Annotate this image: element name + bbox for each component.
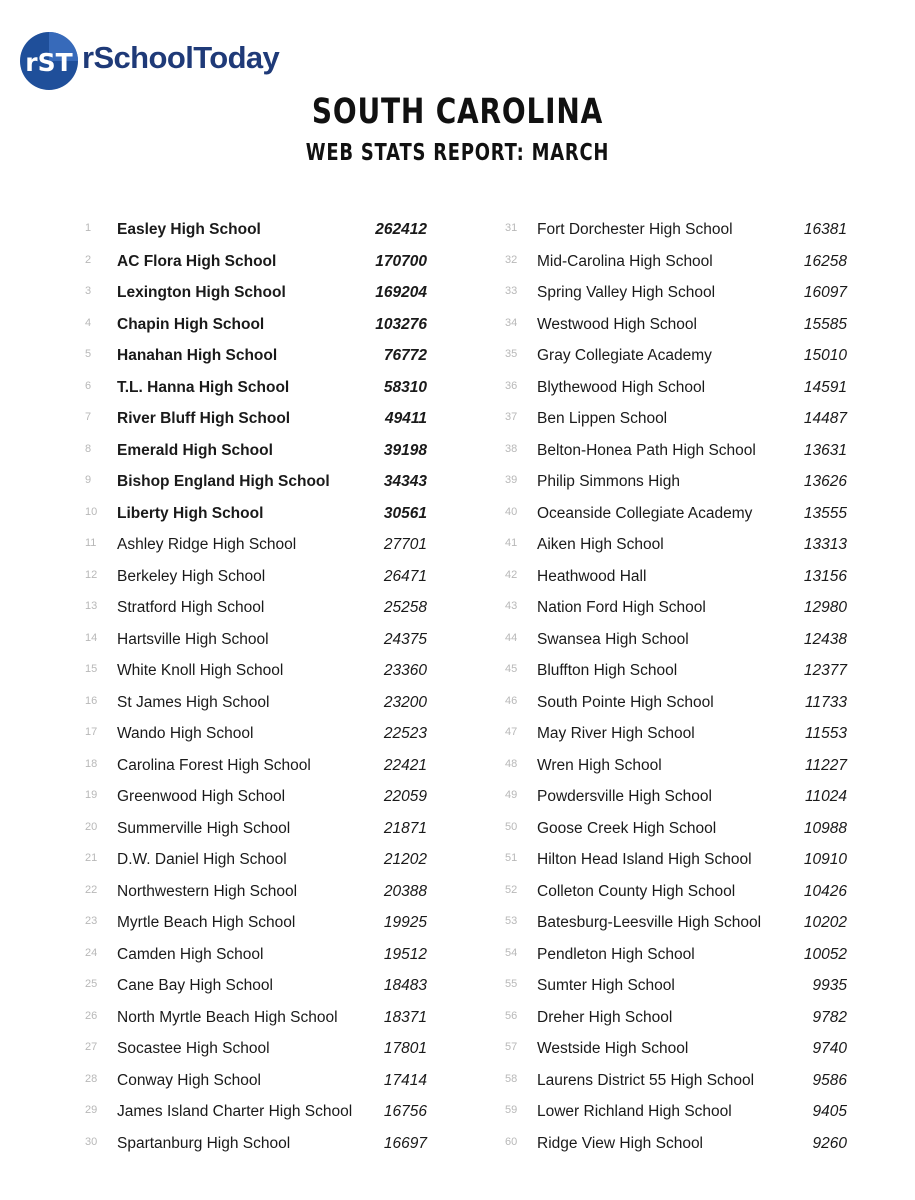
- ranking-row: [505, 213, 865, 245]
- ranking-row: [505, 938, 865, 970]
- ranking-row: [505, 1127, 865, 1159]
- visit-count: 15585: [803, 315, 847, 333]
- school-name: Wren High School: [537, 756, 662, 774]
- school-name: Spring Valley High School: [537, 284, 716, 301]
- ranking-row: [505, 875, 865, 907]
- visit-count: 13626: [803, 473, 847, 490]
- ranking-row: [85, 497, 445, 529]
- ranking-row: [85, 654, 445, 686]
- rank-number: 46: [505, 694, 518, 707]
- ranking-row: [85, 245, 445, 277]
- rank-number: 17: [85, 726, 98, 738]
- visit-count: 26471: [383, 567, 427, 585]
- ranking-row: [505, 623, 865, 655]
- school-name: Batesburg-Leesville High School: [537, 914, 762, 931]
- rank-number: 60: [505, 1135, 518, 1148]
- ranking-row: [505, 780, 865, 812]
- visit-count: 49411: [385, 410, 427, 427]
- rank-number: 20: [85, 820, 98, 833]
- rank-number: 44: [505, 631, 518, 644]
- ranking-row: [85, 591, 445, 623]
- visit-count: 18483: [383, 977, 427, 994]
- school-name: Carolina Forest High School: [117, 756, 311, 774]
- school-name: Lower Richland High School: [537, 1103, 732, 1120]
- visit-count: 10202: [803, 914, 847, 931]
- school-name: Conway High School: [117, 1071, 261, 1089]
- visit-count: 12377: [803, 662, 847, 679]
- visit-count: 22059: [383, 788, 427, 805]
- ranking-row: [505, 308, 865, 340]
- ranking-row: [505, 717, 865, 749]
- visit-count: 17801: [383, 1040, 427, 1057]
- rank-number: 37: [505, 411, 518, 423]
- visit-count: 170700: [375, 252, 427, 270]
- school-name: Wando High School: [117, 725, 254, 742]
- ranking-row: [85, 812, 445, 844]
- visit-count: 11733: [805, 693, 847, 711]
- ranking-row: [505, 434, 865, 466]
- rank-number: 16: [85, 694, 98, 707]
- visit-count: 9260: [812, 1134, 847, 1152]
- school-name: Aiken High School: [537, 536, 664, 553]
- school-name: Heathwood Hall: [537, 567, 647, 585]
- visit-count: 15010: [803, 347, 847, 364]
- rank-number: 13: [85, 600, 98, 612]
- rank-number: 36: [505, 379, 518, 392]
- school-name: Belton-Honea Path High School: [537, 441, 756, 459]
- rank-number: 28: [85, 1072, 98, 1085]
- visit-count: 27701: [383, 536, 427, 553]
- ranking-row: [505, 969, 865, 1001]
- rank-number: 53: [505, 915, 518, 927]
- visit-count: 9782: [812, 1008, 847, 1026]
- school-name: Cane Bay High School: [117, 977, 273, 994]
- visit-count: 262412: [375, 221, 427, 238]
- school-name: Lexington High School: [117, 284, 286, 301]
- rankings-column-left: [85, 213, 445, 1158]
- school-name: Laurens District 55 High School: [537, 1071, 755, 1089]
- ranking-row: [505, 339, 865, 371]
- visit-count: 9586: [812, 1071, 847, 1089]
- school-name: T.L. Hanna High School: [117, 378, 290, 396]
- school-name: Greenwood High School: [117, 788, 286, 805]
- rank-number: 54: [505, 946, 518, 959]
- school-name: Philip Simmons High: [537, 473, 680, 490]
- rank-number: 43: [505, 600, 518, 612]
- rank-number: 19: [85, 789, 98, 801]
- school-name: May River High School: [537, 725, 695, 742]
- rank-number: 29: [85, 1104, 98, 1116]
- ranking-row: [505, 686, 865, 718]
- rank-number: 40: [505, 505, 518, 518]
- ranking-row: [505, 245, 865, 277]
- ranking-row: [505, 371, 865, 403]
- rst-logo-icon: [18, 30, 80, 92]
- school-name: River Bluff High School: [117, 410, 291, 427]
- ranking-row: [85, 749, 445, 781]
- rank-number: 33: [505, 285, 518, 297]
- ranking-row: [85, 780, 445, 812]
- rank-number: 10: [85, 505, 98, 518]
- ranking-row: [85, 528, 445, 560]
- rank-number: 59: [505, 1104, 518, 1116]
- ranking-row: [505, 402, 865, 434]
- visit-count: 20388: [383, 882, 427, 900]
- visit-count: 13555: [803, 504, 847, 522]
- rank-number: 14: [85, 631, 98, 644]
- ranking-row: [85, 1127, 445, 1159]
- visit-count: 10426: [803, 882, 847, 900]
- visit-count: 19512: [383, 945, 427, 963]
- visit-count: 30561: [383, 504, 427, 522]
- rank-number: 21: [85, 852, 98, 864]
- page-title: SOUTH CAROLINA: [311, 92, 604, 132]
- visit-count: 39198: [383, 441, 427, 459]
- ranking-row: [505, 560, 865, 592]
- rank-number: 42: [505, 568, 518, 581]
- school-name: White Knoll High School: [117, 662, 284, 679]
- school-name: Stratford High School: [117, 599, 265, 616]
- rank-number: 25: [85, 978, 98, 990]
- ranking-row: [85, 1095, 445, 1127]
- visit-count: 14591: [803, 378, 847, 396]
- school-name: Northwestern High School: [117, 882, 298, 900]
- rank-number: 38: [505, 442, 518, 455]
- rank-number: 4: [85, 316, 92, 329]
- visit-count: 58310: [383, 378, 427, 396]
- ranking-row: [85, 434, 445, 466]
- ranking-row: [85, 560, 445, 592]
- visit-count: 16097: [803, 284, 847, 301]
- school-name: Myrtle Beach High School: [117, 914, 296, 931]
- school-name: D.W. Daniel High School: [117, 851, 287, 868]
- visit-count: 10052: [803, 945, 847, 963]
- rank-number: 1: [85, 222, 92, 234]
- visit-count: 22523: [383, 725, 427, 742]
- ranking-row: [85, 717, 445, 749]
- school-name: Sumter High School: [537, 977, 675, 994]
- ranking-row: [85, 1001, 445, 1033]
- school-name: Socastee High School: [117, 1040, 270, 1057]
- ranking-row: [505, 591, 865, 623]
- school-name: Ridge View High School: [537, 1134, 704, 1152]
- rank-number: 55: [505, 978, 518, 990]
- rank-number: 23: [85, 915, 98, 927]
- ranking-row: [505, 654, 865, 686]
- visit-count: 9405: [812, 1103, 847, 1120]
- brand-logo: [18, 30, 298, 92]
- ranking-row: [505, 749, 865, 781]
- rank-number: 30: [85, 1135, 98, 1148]
- visit-count: 21871: [383, 819, 427, 837]
- rank-number: 57: [505, 1041, 518, 1053]
- visit-count: 13156: [803, 567, 847, 585]
- svg-text:rST: rST: [25, 48, 73, 77]
- ranking-row: [85, 402, 445, 434]
- rank-number: 9: [85, 474, 92, 486]
- school-name: James Island Charter High School: [117, 1103, 353, 1120]
- school-name: Goose Creek High School: [537, 819, 717, 837]
- ranking-row: [85, 465, 445, 497]
- school-name: Westside High School: [537, 1040, 689, 1057]
- rank-number: 48: [505, 757, 518, 770]
- ranking-row: [85, 623, 445, 655]
- ranking-row: [85, 371, 445, 403]
- school-name: Camden High School: [117, 945, 264, 963]
- visit-count: 16381: [803, 221, 847, 238]
- school-name: Emerald High School: [117, 441, 273, 459]
- school-name: South Pointe High School: [537, 693, 714, 711]
- rank-number: 34: [505, 316, 518, 329]
- rank-number: 18: [85, 757, 98, 770]
- rank-number: 47: [505, 726, 518, 738]
- school-name: St James High School: [117, 693, 270, 711]
- school-name: Summerville High School: [117, 819, 291, 837]
- school-name: Dreher High School: [537, 1008, 673, 1026]
- rank-number: 31: [505, 222, 518, 234]
- visit-count: 76772: [383, 347, 427, 364]
- visit-count: 24375: [383, 630, 427, 648]
- visit-count: 16756: [383, 1103, 427, 1120]
- school-name: Oceanside Collegiate Academy: [537, 504, 753, 522]
- school-name: AC Flora High School: [117, 252, 277, 270]
- ranking-row: [85, 938, 445, 970]
- ranking-row: [505, 1064, 865, 1096]
- school-name: Hilton Head Island High School: [537, 851, 752, 868]
- visit-count: 16697: [383, 1134, 427, 1152]
- ranking-row: [85, 843, 445, 875]
- rank-number: 24: [85, 946, 98, 959]
- ranking-row: [85, 213, 445, 245]
- ranking-row: [505, 1001, 865, 1033]
- ranking-row: [85, 276, 445, 308]
- ranking-row: [505, 843, 865, 875]
- rank-number: 45: [505, 663, 518, 675]
- rank-number: 52: [505, 883, 518, 896]
- visit-count: 10910: [803, 851, 847, 868]
- rank-number: 12: [85, 568, 98, 581]
- rank-number: 6: [85, 379, 92, 392]
- school-name: North Myrtle Beach High School: [117, 1008, 338, 1026]
- visit-count: 23200: [383, 693, 427, 711]
- visit-count: 21202: [383, 851, 427, 868]
- ranking-row: [85, 906, 445, 938]
- visit-count: 13313: [803, 536, 847, 553]
- visit-count: 23360: [383, 662, 427, 679]
- ranking-row: [505, 276, 865, 308]
- ranking-row: [85, 1032, 445, 1064]
- visit-count: 17414: [383, 1071, 427, 1089]
- ranking-row: [85, 339, 445, 371]
- school-name: Mid-Carolina High School: [537, 252, 713, 270]
- school-name: Pendleton High School: [537, 945, 695, 963]
- school-name: Ashley Ridge High School: [117, 536, 297, 553]
- visit-count: 103276: [375, 315, 427, 333]
- brand-name: rSchoolToday: [82, 40, 280, 75]
- visit-count: 34343: [383, 473, 427, 490]
- ranking-row: [505, 812, 865, 844]
- school-name: Nation Ford High School: [537, 599, 706, 616]
- ranking-row: [85, 875, 445, 907]
- rank-number: 50: [505, 820, 518, 833]
- rank-number: 35: [505, 348, 518, 360]
- rank-number: 56: [505, 1009, 518, 1022]
- school-name: Berkeley High School: [117, 567, 266, 585]
- rank-number: 2: [85, 253, 92, 266]
- rank-number: 32: [505, 253, 518, 266]
- ranking-row: [505, 906, 865, 938]
- rank-number: 41: [505, 537, 518, 549]
- school-name: Ben Lippen School: [537, 410, 668, 427]
- ranking-row: [85, 1064, 445, 1096]
- visit-count: 11024: [805, 788, 847, 805]
- school-name: Westwood High School: [537, 315, 697, 333]
- rank-number: 49: [505, 789, 518, 801]
- rank-number: 58: [505, 1072, 518, 1085]
- school-name: Colleton County High School: [537, 882, 736, 900]
- rank-number: 39: [505, 474, 518, 486]
- school-name: Chapin High School: [117, 315, 265, 333]
- page-subtitle: WEB STATS REPORT: MARCH: [305, 140, 610, 166]
- rank-number: 27: [85, 1041, 98, 1053]
- visit-count: 169204: [375, 284, 427, 301]
- visit-count: 12980: [803, 599, 847, 616]
- ranking-row: [505, 1032, 865, 1064]
- rank-number: 5: [85, 348, 92, 360]
- visit-count: 14487: [803, 410, 847, 427]
- school-name: Bishop England High School: [117, 473, 330, 490]
- school-name: Liberty High School: [117, 504, 264, 522]
- ranking-row: [505, 528, 865, 560]
- ranking-row: [505, 1095, 865, 1127]
- school-name: Blythewood High School: [537, 378, 706, 396]
- school-name: Hartsville High School: [117, 630, 269, 648]
- school-name: Swansea High School: [537, 630, 689, 648]
- school-name: Fort Dorchester High School: [537, 221, 733, 238]
- visit-count: 12438: [803, 630, 847, 648]
- ranking-row: [505, 497, 865, 529]
- visit-count: 11553: [805, 725, 847, 742]
- visit-count: 25258: [383, 599, 427, 616]
- school-name: Gray Collegiate Academy: [537, 347, 712, 364]
- rank-number: 7: [85, 411, 92, 423]
- ranking-row: [85, 308, 445, 340]
- ranking-row: [85, 686, 445, 718]
- ranking-row: [85, 969, 445, 1001]
- visit-count: 9740: [812, 1040, 847, 1057]
- rank-number: 3: [85, 285, 92, 297]
- rank-number: 8: [85, 442, 92, 455]
- rank-number: 15: [85, 663, 98, 675]
- school-name: Powdersville High School: [537, 788, 712, 805]
- school-name: Spartanburg High School: [117, 1134, 291, 1152]
- school-name: Easley High School: [117, 221, 261, 238]
- visit-count: 16258: [803, 252, 847, 270]
- visit-count: 13631: [803, 441, 847, 459]
- rank-number: 51: [505, 852, 518, 864]
- rankings-column-right: [505, 213, 865, 1158]
- visit-count: 22421: [383, 756, 427, 774]
- rank-number: 11: [85, 537, 97, 549]
- school-name: Bluffton High School: [537, 662, 678, 679]
- school-name: Hanahan High School: [117, 347, 278, 364]
- visit-count: 10988: [803, 819, 847, 837]
- visit-count: 18371: [383, 1008, 427, 1026]
- visit-count: 9935: [812, 977, 847, 994]
- visit-count: 11227: [805, 756, 847, 774]
- rank-number: 26: [85, 1009, 98, 1022]
- ranking-row: [505, 465, 865, 497]
- rank-number: 22: [85, 883, 98, 896]
- visit-count: 19925: [383, 914, 427, 931]
